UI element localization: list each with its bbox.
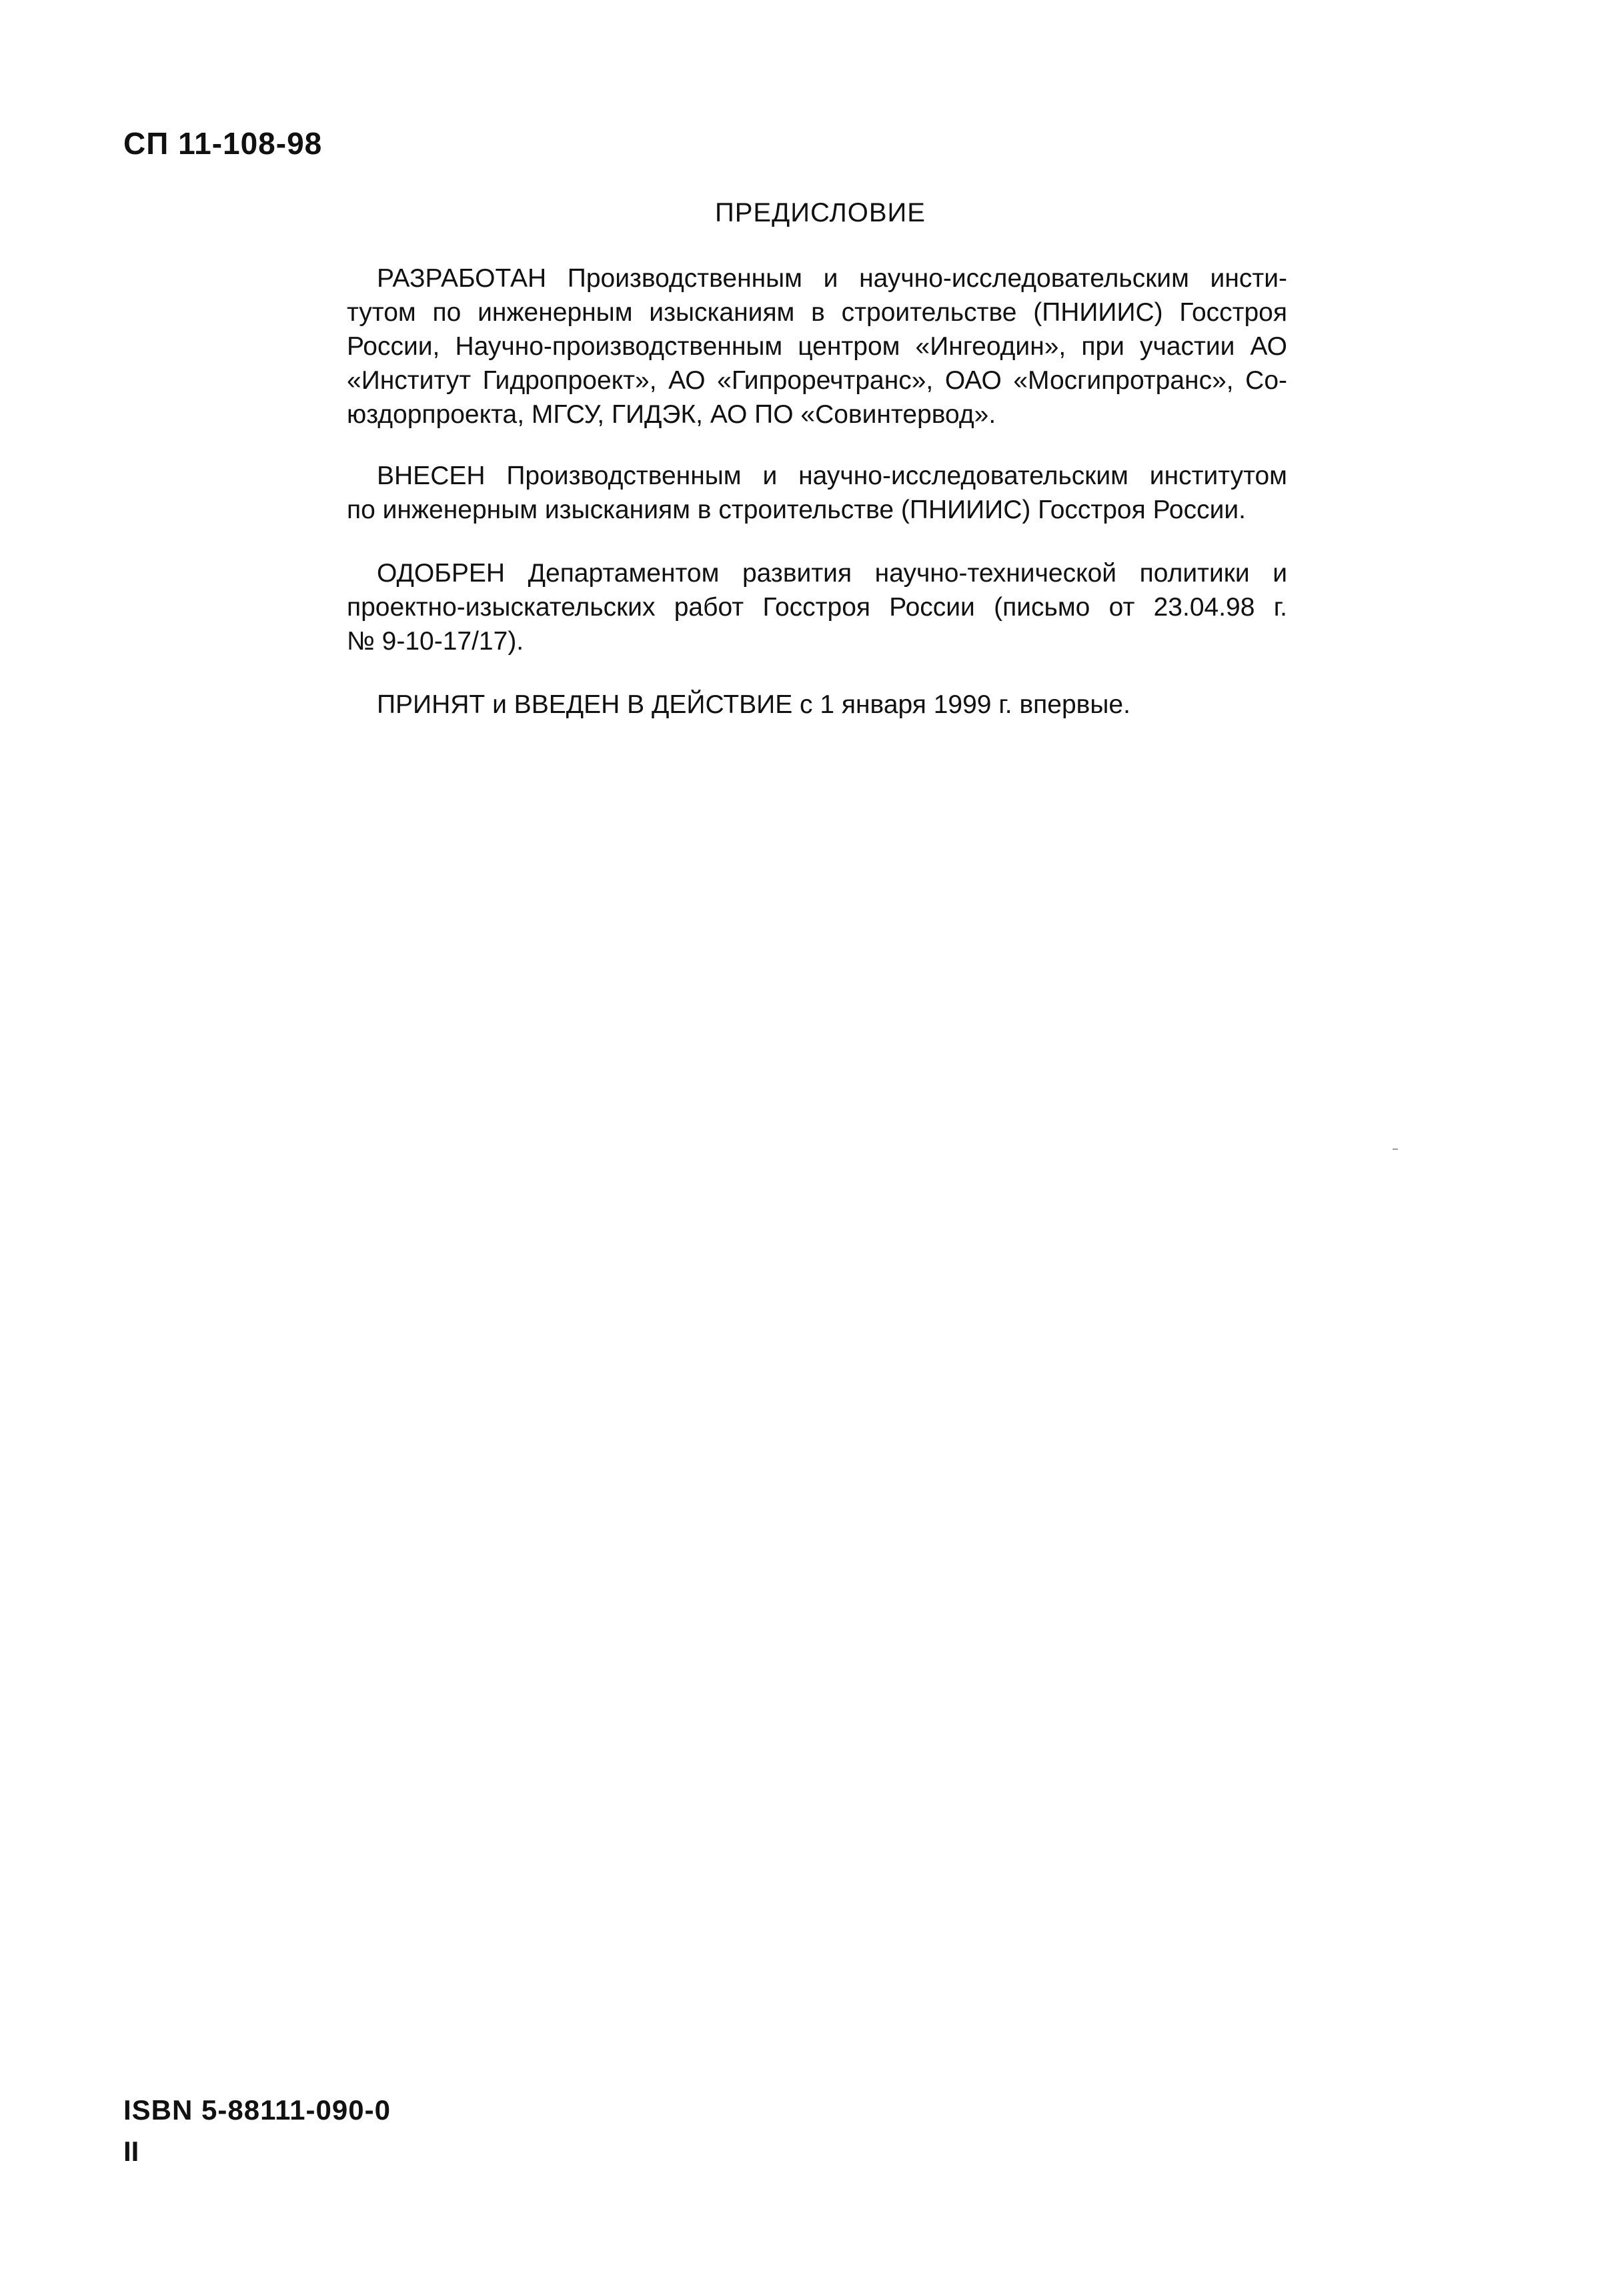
paragraph-approved (347, 556, 1287, 658)
page-number: II (123, 2136, 139, 2167)
text-line: № 9-10-17/17). (347, 627, 524, 656)
text-line: «Институт Гидропроект», АО «Гипроречтранс», ОАО «Мосгипротранс», Со- (347, 366, 1287, 395)
text-line: ПРИНЯТ и ВВЕДЕН В ДЕЙСТВИЕ с 1 января 1999 г. впервые. (377, 690, 1130, 719)
text-line: ВНЕСЕН Производственным и научно-исследовательским институтом (377, 462, 1287, 490)
text-line: юздорпроекта, МГСУ, ГИДЭК, АО ПО «Совинтервод». (347, 400, 996, 429)
isbn-number: ISBN 5-88111-090-0 (123, 2094, 391, 2126)
text-line: по инженерным изысканиям в строительстве (ПНИИИС) Госстроя России. (347, 496, 1246, 524)
paragraph-accepted (347, 688, 1287, 722)
text-line: проектно-изыскательских работ Госстроя России (письмо от 23.04.98 г. (347, 593, 1287, 622)
paragraph-introduced (347, 459, 1287, 527)
text-line: РАЗРАБОТАН Производственным и научно-исследовательским инсти- (377, 264, 1287, 293)
paragraph-developed (347, 261, 1287, 432)
text-line: России, Научно-производственным центром «Ингеодин», при участии АО (347, 332, 1287, 361)
document-code: СП 11-108-98 (123, 126, 323, 161)
preface-title: ПРЕДИСЛОВИЕ (715, 198, 926, 227)
text-line: тутом по инженерным изысканиям в строительстве (ПНИИИС) Госстроя (347, 298, 1287, 327)
scan-speck (1393, 1149, 1398, 1150)
text-line: ОДОБРЕН Департаментом развития научно-технической политики и (377, 559, 1287, 588)
